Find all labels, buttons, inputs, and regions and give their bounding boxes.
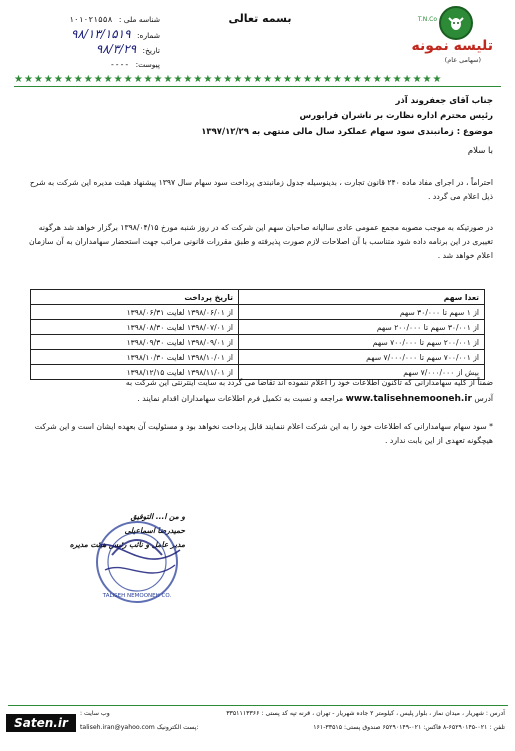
company-seal-stamp	[90, 515, 185, 610]
table-header-row	[31, 290, 485, 305]
footer-phones: تلفن : ۰۲۱-۶۵۲۹۰۱۴۵-۸ فاکس: ۰۲۱-۶۵۲۹۰۱۴۹ صندوق پستی: ۳۳۵۱۵-۱۶۱	[313, 724, 505, 731]
footer-email	[80, 724, 199, 731]
paragraph-intro: احتراماً ، در اجرای مفاد ماده ۲۴۰ قانون تجارت ، بدینوسیله جدول زمانبندی پرداخت سود سهام سال ۱۳۹۷ پیشنهاد هیئت مدیره این شرکت به شرح ذیل اعلام می گردد .	[29, 178, 493, 201]
letter-number-row	[20, 27, 160, 42]
company-name: تلیسه نمونه	[411, 38, 493, 54]
signatory-title: مدیر عامل و نائب رئیس هیئت مدیره	[69, 540, 185, 549]
date-cell: از ۱۳۹۸/۱۱/۰۱ لغایت ۱۳۹۸/۱۲/۱۵	[31, 365, 239, 380]
url-prefix: آدرس	[474, 394, 493, 403]
national-id-value: ۱۰۱۰۲۱۵۵۸	[69, 15, 113, 24]
date-cell: از ۱۳۹۸/۰۶/۰۱ لغایت ۱۳۹۸/۰۶/۳۱	[31, 305, 239, 320]
greeting: با سلام	[467, 146, 493, 156]
stamp-text: TALISEH NEMOONEH CO.	[102, 593, 172, 599]
basmala-heading: بسمه تعالی	[228, 12, 292, 25]
url-suffix: مراجعه و نسبت به تکمیل فرم اطلاعات سهامداران اقدام نمایند .	[137, 394, 344, 403]
shares-cell: بیش از ۷/۰۰۰/۰۰۰ سهم	[239, 365, 485, 380]
paragraph-meeting: در صورتیکه به موجب مصوبه مجمع عمومی عادی سالیانه صاحبان سهم این شرکت که در روز شنبه مورخ ۱۳۹۸/۰۴/۱۵ برگزار خواهد شد هرگونه تغییری در این برنامه داده شود متناسب با آن اصلاحات لازم صورت پذیرفته و طبق مقررات قانونی مراتب جهت استحضار سهامداران به آن سازمان اعلام خواهد شد .	[28, 223, 493, 260]
date-column-header: تاریخ پرداخت	[31, 290, 239, 305]
signatory-name: حمیدرضا اسماعیلی	[124, 526, 185, 535]
shares-cell: از ۷۰۰/۰۰۱ سهم تا ۷/۰۰۰/۰۰۰ سهم	[239, 350, 485, 365]
date-cell: از ۱۳۹۸/۰۷/۰۱ لغایت ۱۳۹۸/۰۸/۳۰	[31, 320, 239, 335]
company-type: (سهامی عام)	[444, 56, 481, 64]
cow-emblem-icon	[439, 6, 473, 40]
site-watermark: Saten.ir	[6, 714, 76, 732]
footer-address: آدرس : شهریار ، میدان نماز ، بلوار پلیس ، کیلومتر ۲ جاده شهریار - تهران ، قرنه تپه کد پستی : ۳۳۵۱۱۱۳۳۶۶	[226, 710, 505, 717]
shares-cell: از ۳۰/۰۰۱ سهم تا ۲۰۰/۰۰۰ سهم	[239, 320, 485, 335]
recipient-name: جناب آقای جعفروند آذر	[395, 96, 493, 106]
shares-column-header: تعدا سهم	[239, 290, 485, 305]
letter-date-row	[20, 42, 160, 57]
footer-website-label: وب سایت :	[80, 710, 110, 717]
footer-email-address[interactable]: taliseh.iran@yahoo.com	[80, 724, 155, 731]
logo-tag: T.N.Co	[417, 16, 437, 23]
header-divider	[14, 86, 501, 87]
company-logo	[411, 4, 499, 74]
website-line	[23, 392, 493, 406]
date-cell: از ۱۳۹۸/۱۰/۰۱ لغایت ۱۳۹۸/۱۰/۳۰	[31, 350, 239, 365]
footer-divider	[8, 705, 508, 706]
company-website-link[interactable]: www.talisehnemooneh.ir	[345, 394, 472, 404]
attachment-row	[20, 57, 160, 72]
table-row	[31, 335, 485, 350]
closing-phrase: و من ا... التوفیق	[130, 512, 185, 521]
dividend-schedule-table	[30, 289, 485, 380]
letter-subject: موضوع : زمانبندی سود سهام عملکرد سال مالی منتهی به ۱۳۹۷/۱۲/۲۹	[201, 127, 493, 137]
date-cell: از ۱۳۹۸/۰۹/۰۱ لغایت ۱۳۹۸/۰۹/۳۰	[31, 335, 239, 350]
shares-cell: از ۱ سهم تا ۳۰/۰۰۰ سهم	[239, 305, 485, 320]
paragraph-shareholder-info: ضمناً از کلیه سهامدارانی که تاکنون اطلاعات خود را اعلام ننموده اند تقاضا می گردد به سایت اینترنتی این شرکت به	[125, 378, 493, 387]
star-border: ★★★★★★★★★★★★★★★★★★★★★★★★★★★★★★★★★★★★★★★★★★★	[14, 74, 443, 85]
letter-number-label: شماره:	[137, 31, 160, 40]
table-row	[31, 350, 485, 365]
letter-number-value: ۹۸/۱۳/۱۵۱۹	[70, 27, 131, 41]
letter-date-value: ۹۸/۳/۲۹	[95, 42, 137, 56]
recipient-title: رئیس محترم اداره نظارت بر ناشران فرابورس	[299, 111, 493, 121]
paragraph-note: * سود سهام سهامدارانی که اطلاعات خود را به این شرکت اعلام ننمایند قابل پرداخت نخواهد بود و مسئولیت آن بعهده ایشان است و این شرکت هیچگونه تعهدی از این بابت ندارد .	[34, 422, 493, 445]
attachment-value: ----	[109, 60, 130, 69]
letter-meta	[20, 12, 160, 72]
national-id-row	[20, 12, 160, 27]
table-row	[31, 320, 485, 335]
letter-date-label: تاریخ:	[142, 46, 160, 55]
table-row	[31, 305, 485, 320]
footer-email-label: پست الکترونیک:	[156, 724, 199, 731]
shares-cell: از ۲۰۰/۰۰۱ سهم تا ۷۰۰/۰۰۰ سهم	[239, 335, 485, 350]
attachment-label: پیوست:	[135, 60, 160, 69]
national-id-label: شناسه ملی :	[118, 15, 160, 24]
